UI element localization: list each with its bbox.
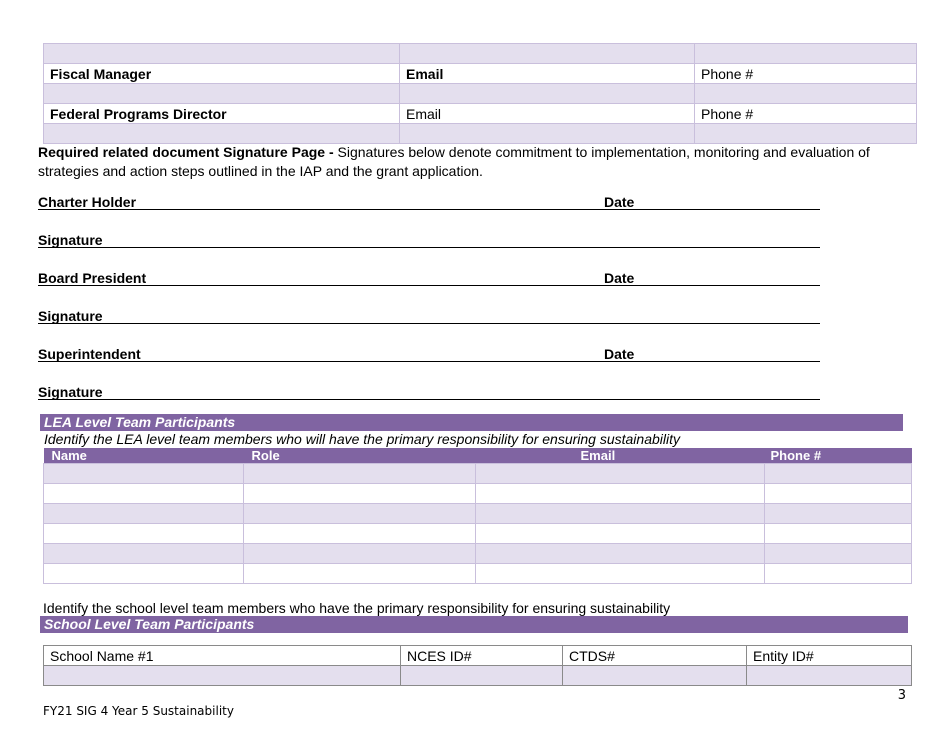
table-header-row	[44, 646, 912, 666]
table-row	[44, 544, 912, 564]
lea-instruction: Identify the LEA level team members who will have the primary responsibility for ensuring sustainability	[44, 431, 680, 447]
date-label: Date	[604, 194, 635, 210]
signature-label: Signature	[38, 384, 103, 400]
charter-holder-label: Charter Holder	[38, 194, 137, 210]
fiscal-manager-label: Fiscal Manager	[44, 64, 400, 84]
charter-holder-line[interactable]	[38, 193, 820, 210]
superintendent-line[interactable]	[38, 345, 820, 362]
signature-line[interactable]	[38, 383, 820, 400]
col-header-school-name: School Name #1	[44, 646, 401, 666]
school-team-table	[43, 645, 912, 686]
table-row	[44, 524, 912, 544]
date-label: Date	[604, 346, 635, 362]
page-footer: FY21 SIG 4 Year 5 Sustainability	[43, 704, 234, 718]
table-row	[44, 44, 917, 64]
table-row	[44, 504, 912, 524]
table-row	[44, 104, 917, 124]
school-instruction: Identify the school level team members who have the primary responsibility for ensuring sustainability	[43, 600, 671, 616]
table-row	[44, 484, 912, 504]
lea-team-table	[43, 448, 912, 584]
page-number: 3	[897, 688, 906, 703]
signature-line[interactable]	[38, 307, 820, 324]
table-row	[44, 64, 917, 84]
signature-label: Signature	[38, 308, 103, 324]
col-header-role: Role	[244, 448, 476, 464]
col-header-email: Email	[476, 448, 765, 464]
lea-section-title: LEA Level Team Participants	[40, 414, 903, 431]
table-row	[44, 564, 912, 584]
fiscal-manager-email[interactable]: Email	[400, 64, 695, 84]
signature-label: Signature	[38, 232, 103, 248]
signature-page-intro	[38, 143, 918, 181]
table-header-row	[44, 448, 912, 464]
board-president-label: Board President	[38, 270, 147, 286]
table-row	[44, 124, 917, 144]
col-header-ctds: CTDS#	[563, 646, 747, 666]
fiscal-manager-phone[interactable]: Phone #	[695, 64, 917, 84]
federal-programs-director-label: Federal Programs Director	[44, 104, 400, 124]
table-row	[44, 666, 912, 686]
col-header-phone: Phone #	[765, 448, 912, 464]
col-header-entity-id: Entity ID#	[747, 646, 912, 666]
federal-programs-director-phone[interactable]: Phone #	[695, 104, 917, 124]
date-label: Date	[604, 270, 635, 286]
school-section-title: School Level Team Participants	[40, 616, 908, 633]
superintendent-label: Superintendent	[38, 346, 141, 362]
col-header-nces-id: NCES ID#	[401, 646, 563, 666]
table-row	[44, 464, 912, 484]
intro-text: Signatures below denote commitment to implementation, monitoring and evaluation of strategies and action steps outlined in the IAP and the grant application.	[38, 144, 870, 179]
table-row	[44, 84, 917, 104]
signature-line[interactable]	[38, 231, 820, 248]
intro-heading: Required related document Signature Page -	[38, 144, 334, 160]
board-president-line[interactable]	[38, 269, 820, 286]
col-header-name: Name	[44, 448, 244, 464]
contacts-table	[43, 43, 917, 144]
federal-programs-director-email[interactable]: Email	[400, 104, 695, 124]
